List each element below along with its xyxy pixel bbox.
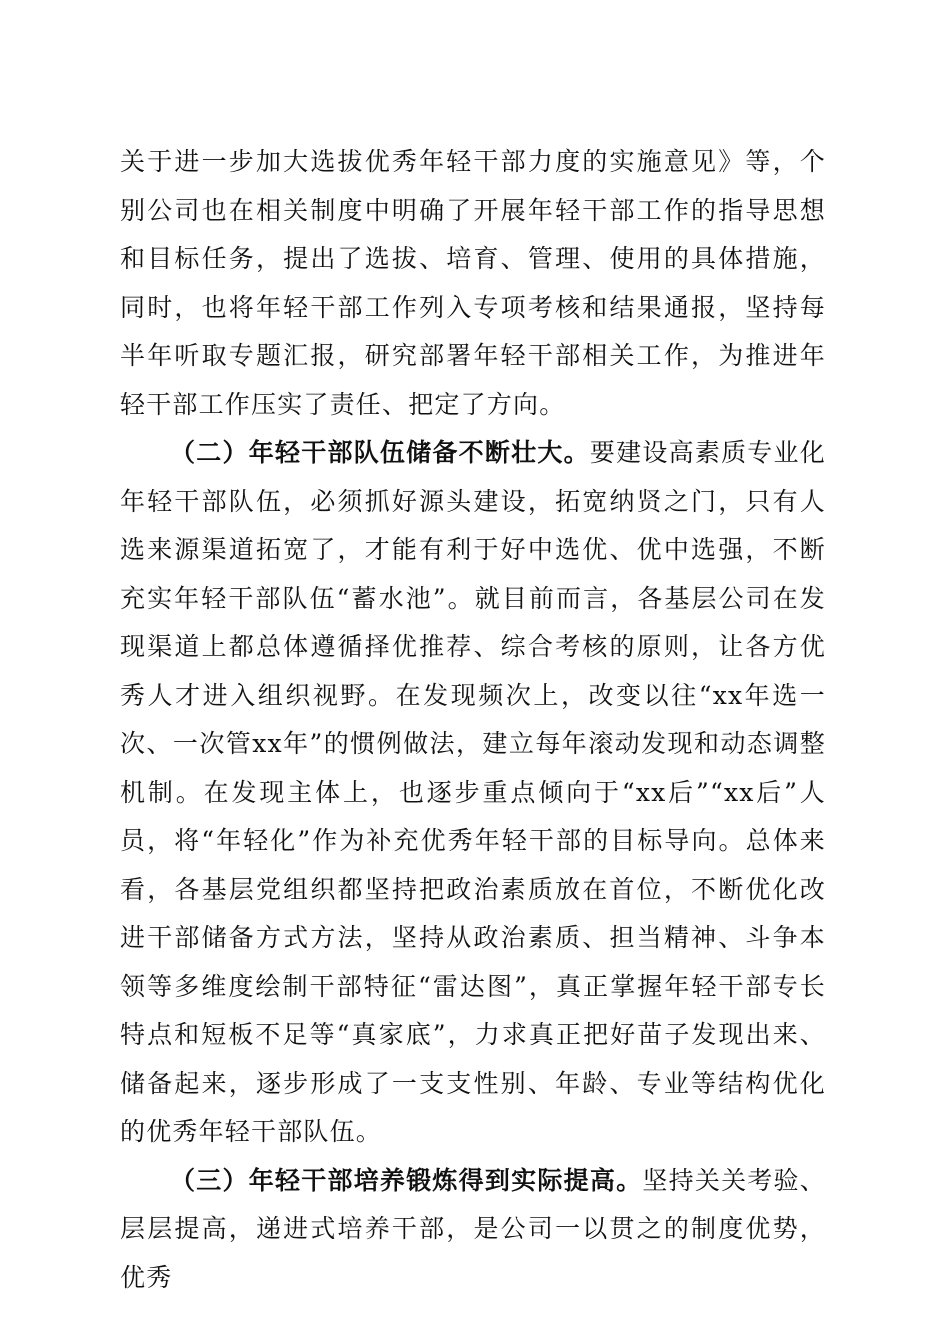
paragraph-continuation [120,138,826,429]
paragraph-text: 关于进一步加大选拔优秀年轻干部力度的实施意见》等，个别公司也在相关制度中明确了开展年轻干部工作的指导思想和目标任务，提出了选拔、培育、管理、使用的具体措施，同时，也将年轻干部工作列入专项考核和结果通报，坚持每半年听取专题汇报，研究部署年轻干部相关工作，为推进年轻干部工作压实了责任、把定了方向。 [120,147,826,419]
paragraph-text: 要建设高素质专业化年轻干部队伍，必须抓好源头建设，拓宽纳贤之门，只有人选来源渠道拓宽了，才能有利于好中选优、优中选强，不断充实年轻干部队伍“蓄水池”。就目前而言，各基层公司在发现渠道上都总体遵循择优推荐、综合考核的原则，让各方优秀人才进入组织视野。在发现频次上，改变以往“xx年选一次、一次管xx年”的惯例做法，建立每年滚动发现和动态调整机制。在发现主体上，也逐步重点倾向于“xx后”“xx后”人员，将“年轻化”作为补充优秀年轻干部的目标导向。总体来看，各基层党组织都坚持把政治素质放在首位，不断优化改进干部储备方式方法，坚持从政治素质、担当精神、斗争本领等多维度绘制干部特征“雷达图”，真正掌握年轻干部专长特点和短板不足等“真家底”，力求真正把好苗子发现出来、储备起来，逐步形成了一支支性别、年龄、专业等结构优化的优秀年轻干部队伍。 [120,438,826,1146]
document-body [120,138,826,1302]
paragraph-text: 坚持关关考验、层层提高，递进式培养干部，是公司一以贯之的制度优势，优秀 [120,1165,826,1292]
section-heading-3: （三）年轻干部培养锻炼得到实际提高。 [170,1165,643,1195]
paragraph-section-2 [120,429,826,1157]
paragraph-section-3 [120,1157,826,1303]
section-heading-2: （二）年轻干部队伍储备不断壮大。 [170,438,590,467]
